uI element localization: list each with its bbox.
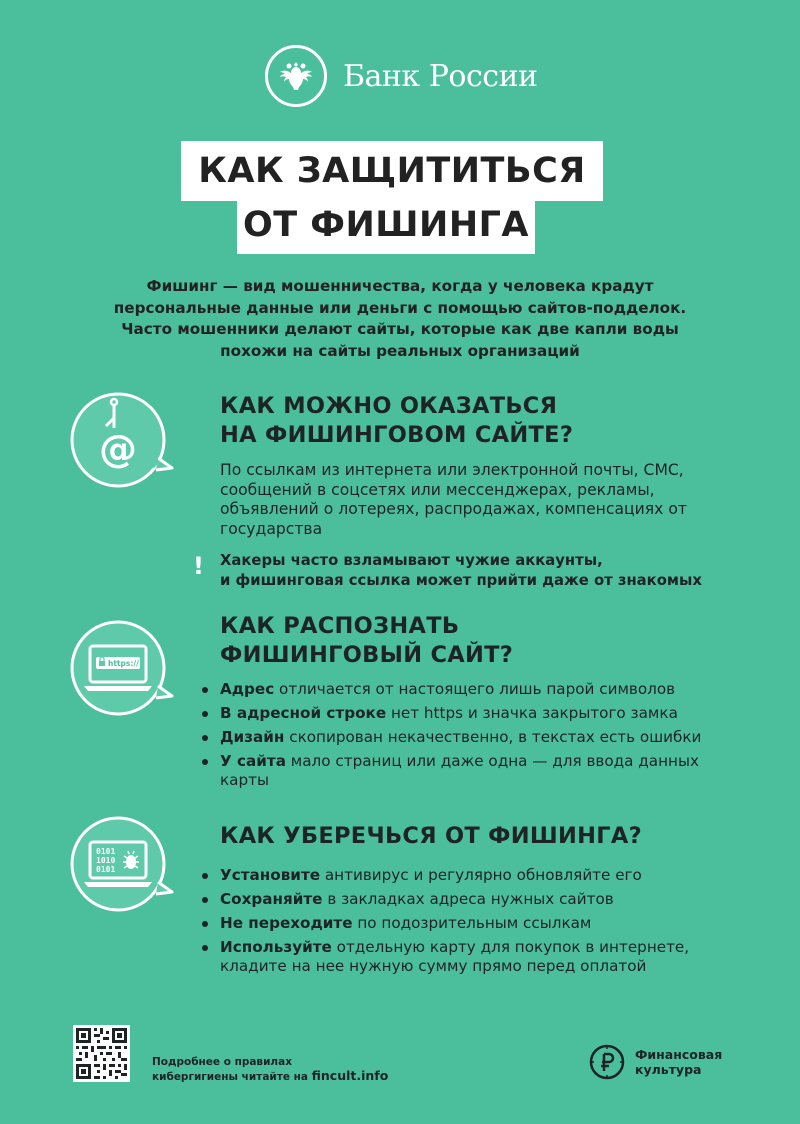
bank-logo xyxy=(265,45,538,107)
laptop-https-icon xyxy=(68,618,170,720)
list-item: Используйте отдельную карту для покупок в интернете, кладите на нее нужную сумму прямо перед оплатой xyxy=(200,938,740,976)
bank-name: Банк России xyxy=(343,58,538,94)
svg-text:https://: https:// xyxy=(108,659,139,668)
alert-text: Хакеры часто взламывают чужие аккаунты, и фишинговая ссылка может прийти даже от знакомых xyxy=(220,552,702,589)
hook-at-icon xyxy=(68,390,170,492)
svg-text:0101: 0101 xyxy=(96,847,116,856)
svg-text:@: @ xyxy=(99,427,137,471)
list-item: Адрес отличается от настоящего лишь парой символов xyxy=(200,680,740,699)
section3-heading: КАК УБЕРЕЧЬСЯ ОТ ФИШИНГА? xyxy=(220,823,642,849)
section3-list xyxy=(200,866,740,981)
section2-list xyxy=(200,680,740,795)
laptop-bug-icon xyxy=(68,814,170,916)
list-item: Не переходите по подозрительным ссылкам xyxy=(200,914,740,933)
qr-code-icon xyxy=(73,1025,130,1082)
list-item: Дизайн скопирован некачественно, в текстах есть ошибки xyxy=(200,728,740,747)
svg-text:1010: 1010 xyxy=(96,856,116,865)
list-item: Установите антивирус и регулярно обновляйте его xyxy=(200,866,740,885)
double-headed-eagle-icon xyxy=(265,45,327,107)
list-item: Сохраняйте в закладках адреса нужных сайтов xyxy=(200,890,740,909)
alert-mark: ! xyxy=(193,552,204,580)
intro-text: Фишинг — вид мошенничества, когда у человека крадут персональные данные или деньги с помощью сайтов-подделок. Часто мошенники делают сайты, которые как две капли воды похожи на сайты реальных организаций xyxy=(113,277,687,360)
ruble-clock-icon xyxy=(588,1043,626,1081)
section1-text: По ссылкам из интернета или электронной почты, СМС, сообщений в соцсетях или мессенджерах, рекламы, объявлений о лотереях, распродажах, компенсациях от государства xyxy=(220,461,687,538)
fincult-brand: Финансовая культура xyxy=(635,1047,723,1077)
fincult-link[interactable]: fincult.info xyxy=(311,1068,389,1083)
page-title-line1: КАК ЗАЩИТИТЬСЯ xyxy=(181,141,603,201)
list-item: У сайта мало страниц или даже одна — для ввода данных карты xyxy=(200,752,740,790)
list-item: В адресной строке нет https и значка закрытого замка xyxy=(200,704,740,723)
page-title-line2: ОТ ФИШИНГА xyxy=(237,196,535,254)
section1-heading: КАК МОЖНО ОКАЗАТЬСЯ НА ФИШИНГОВОМ САЙТЕ? xyxy=(220,393,574,448)
svg-text:0101: 0101 xyxy=(96,865,116,874)
footer-text: Подробнее о правилах кибергигиены читайте на fincult.info xyxy=(152,1056,389,1083)
section2-heading: КАК РАСПОЗНАТЬ ФИШИНГОВЫЙ САЙТ? xyxy=(220,613,514,668)
